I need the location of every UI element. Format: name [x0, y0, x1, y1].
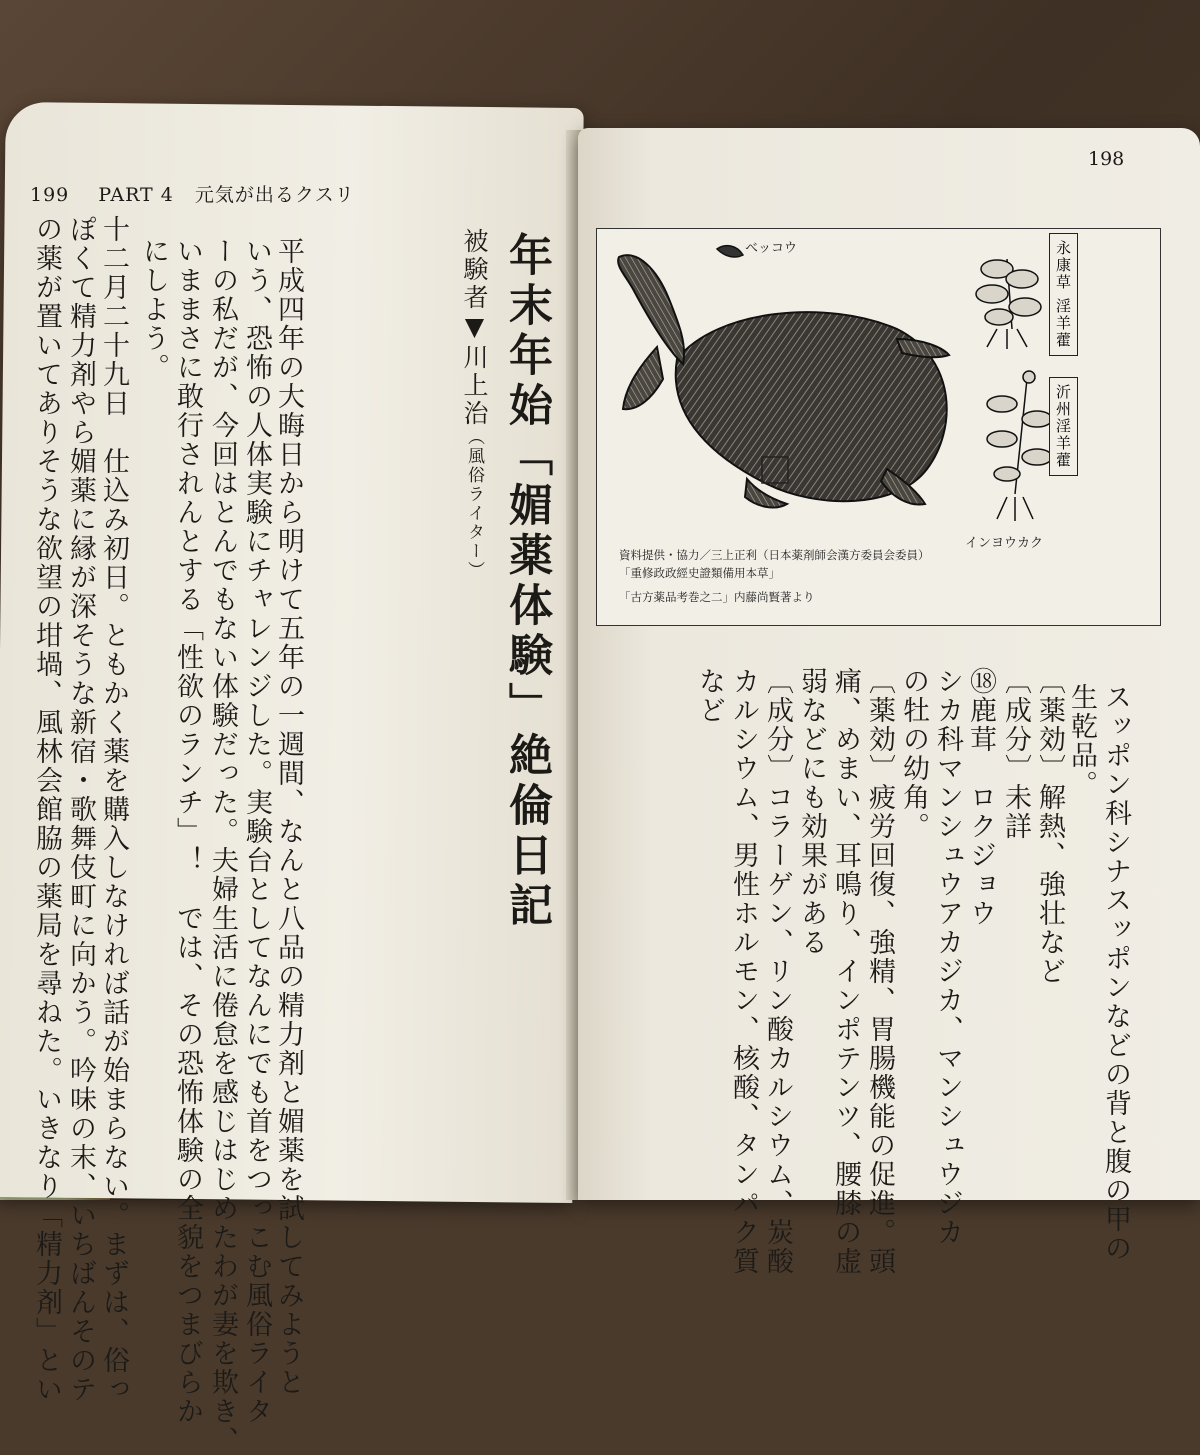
body-column: 生乾品。: [1066, 683, 1097, 799]
caption-source-2: 「古方薬品考巻之二」内藤尚賢著より: [619, 590, 815, 604]
plant-label: インヨウカク: [965, 536, 1044, 551]
turtle-label: ベッコウ: [745, 241, 798, 256]
body-column: 〔薬効〕解熱、強壮など: [1034, 667, 1065, 986]
page-number-left: 199: [30, 184, 70, 206]
body-column: 痛、めまい、耳鳴り、インポテンツ、腰膝の虚: [830, 667, 861, 1276]
caption-source-1: 「重修政政經史證類備用本草」: [619, 566, 780, 580]
illustration-box: [596, 228, 1161, 626]
author-line: [457, 228, 491, 580]
body-column: 〔成分〕コラーゲン、リン酸カルシウム、炭酸: [762, 667, 793, 1276]
article-title: 年末年始「媚薬体験」絶倫日記: [501, 232, 552, 932]
entry-heading: ⑱鹿茸 ロクジョウ: [965, 667, 996, 928]
plant-stamp-top: 永康草 淫羊藿: [1049, 233, 1078, 356]
body-column: スッポン科シナスッポンなどの背と腹の甲の: [1100, 683, 1131, 1263]
body-column: の牡の幼角。: [898, 667, 929, 841]
plant-stamp-bottom: 沂州淫羊藿: [1049, 377, 1078, 476]
body-column: 〔薬効〕疲労回復、強精、胃腸機能の促進。頭: [864, 667, 895, 1276]
intro-column: いままさに敢行されんとする「性欲のランチ」！ では、その恐怖体験の全貌をつまびらか: [172, 237, 203, 1426]
body-column: シカ科マンシュウアカジカ、マンシュウジカ: [932, 667, 963, 1247]
author-name: 川上治: [460, 344, 489, 428]
intro-column: にしよう。: [138, 237, 169, 382]
page-number-right: 198: [1088, 148, 1125, 170]
author-prefix: 被験者▼: [460, 228, 489, 344]
body-column: ぽくて精力剤やら媚薬に縁が深そうな新宿・歌舞伎町に向かう。吟味の末、いちばんそのテ: [65, 215, 96, 1404]
section-title: 元気が出るクスリ: [194, 184, 355, 206]
body-column: 〔成分〕未詳: [1000, 667, 1031, 841]
caption-credit: 資料提供・協力／三上正利（日本薬剤師会漢方委員会委員）: [619, 548, 930, 562]
left-page-header: [30, 180, 355, 207]
body-column: カルシウム、男性ホルモン、核酸、タンパク質: [728, 667, 759, 1276]
intro-column: いう、恐怖の人体実験にチャレンジした。実験台としてなんにでも首をつっこむ風俗ライタ: [241, 237, 272, 1426]
author-role: （風俗ライター）: [464, 428, 484, 580]
body-column: など: [694, 667, 725, 725]
body-column: の薬が置いてありそうな欲望の坩堝、風林会館脇の薬局を尋ねた。いきなり「精力剤」とい: [31, 215, 62, 1404]
part-label: PART 4: [98, 184, 174, 206]
body-column: 十二月二十九日 仕込み初日。ともかく薬を購入しなければ話が始まらない。まずは、俗っ: [98, 215, 129, 1404]
intro-column: 平成四年の大晦日から明けて五年の一週間、なんと八品の精力剤と媚薬を試してみようと: [273, 237, 304, 1397]
intro-column: ーの私だが、今回はとんでもない体験だった。夫婦生活に倦怠を感じはじめたわが妻を欺き、: [207, 237, 238, 1455]
body-column: 弱などにも効果がある: [796, 667, 827, 957]
